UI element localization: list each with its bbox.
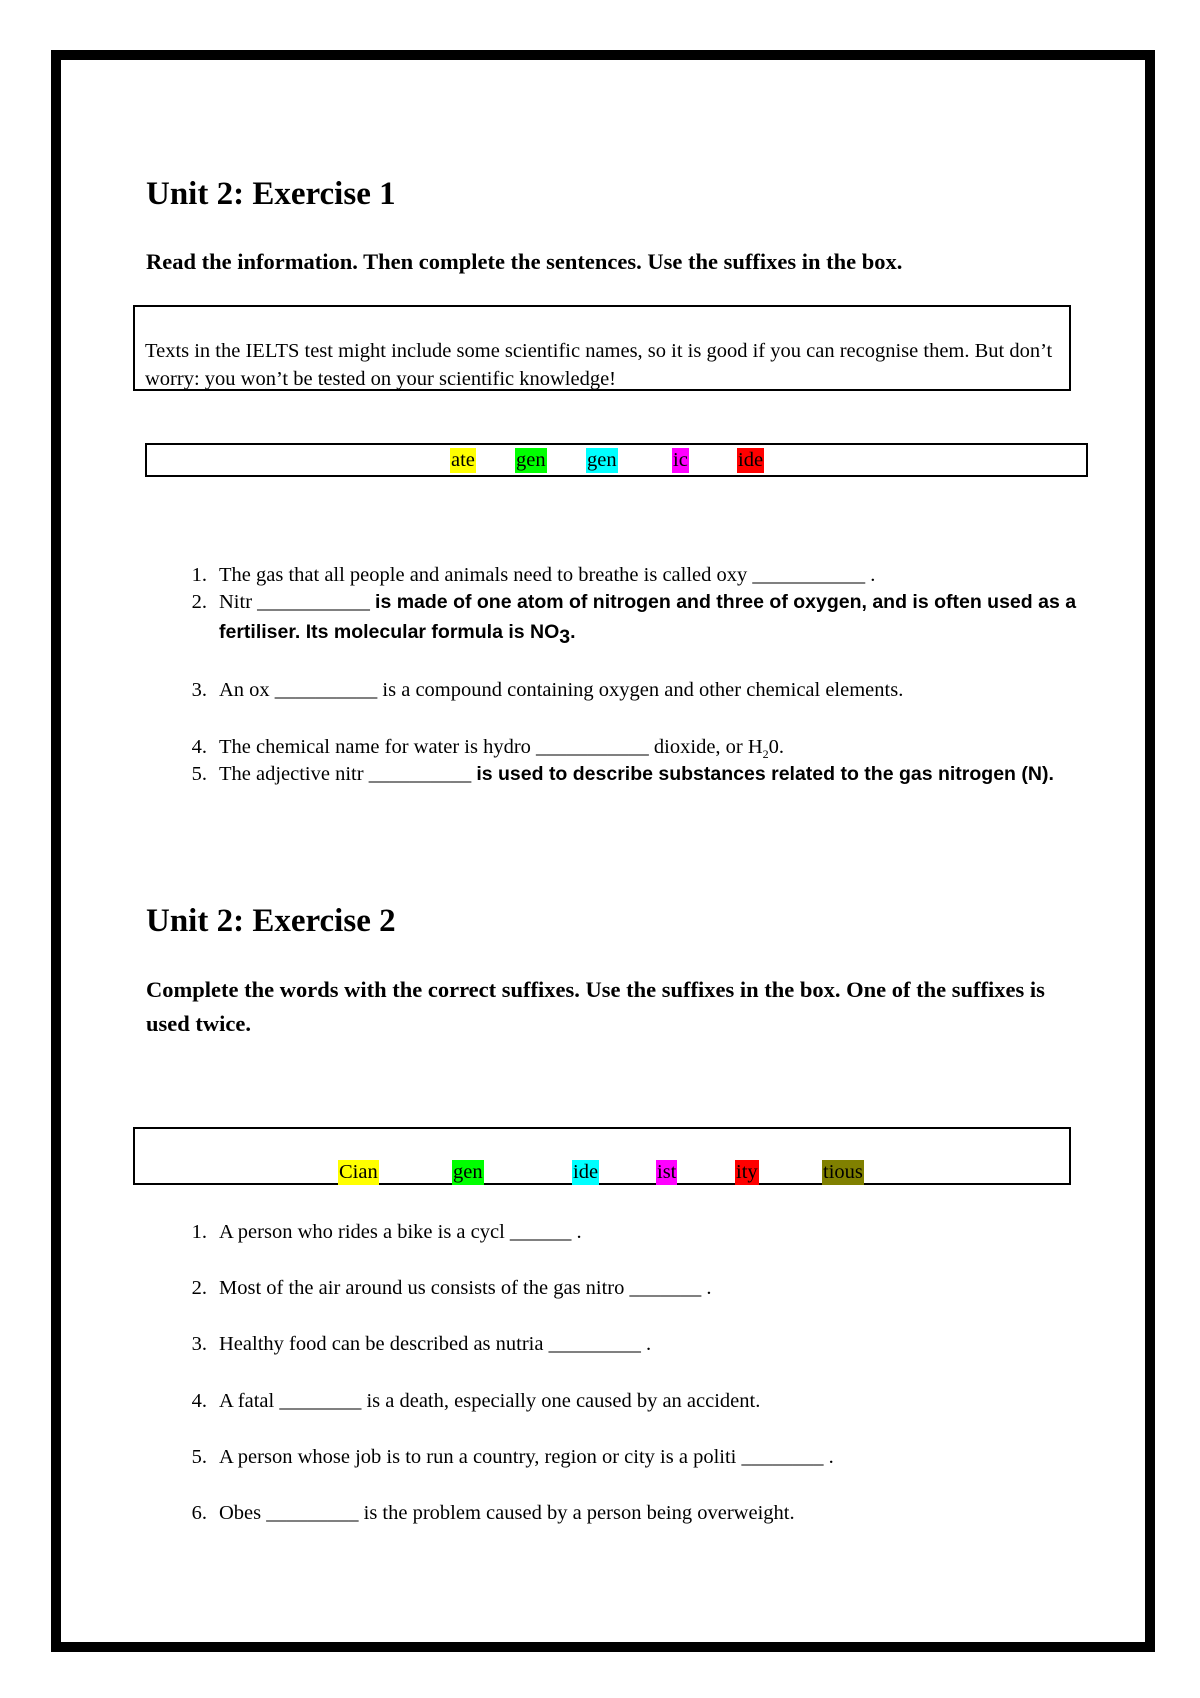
suffix-chip: tious xyxy=(823,1161,863,1183)
exercise-2-instruction: Complete the words with the correct suffixes. Use the suffixes in the box. One of the suffixes is used twice. xyxy=(146,977,1045,1036)
exercise-2-item: 5. A person whose job is to run a country, region or city is a politi ________ . xyxy=(191,1446,834,1468)
exercise-1-item: 4. The chemical name for water is hydro ___________ dioxide, or $H_20$. xyxy=(191,736,785,762)
suffix-chip: ist xyxy=(657,1161,677,1183)
suffix-chip: ity xyxy=(736,1161,758,1183)
exercise-2-item: 3. Healthy food can be described as nutria _________ . xyxy=(191,1333,652,1355)
exercise-1-item: 1. The gas that all people and animals need to breathe is called oxy ___________ . xyxy=(191,564,876,586)
exercise-2-item: 1. A person who rides a bike is a cycl ______ . xyxy=(191,1221,582,1243)
exercise-1-instruction: Read the information. Then complete the sentences. Use the suffixes in the box. xyxy=(146,249,903,274)
info-text: Texts in the IELTS test might include some scientific names, so it is good if you can recognise them. But don’t worry: you won’t be tested on your scientific knowledge! xyxy=(145,340,1053,390)
suffix-chip: ic xyxy=(673,449,688,471)
suffix-chip: ate xyxy=(451,449,475,471)
exercise-2-item: 2. Most of the air around us consists of the gas nitro _______ . xyxy=(191,1277,712,1299)
suffix-chip: ide xyxy=(738,449,764,471)
suffix-chip: gen xyxy=(587,449,617,471)
suffix-chip: gen xyxy=(516,449,546,471)
info-box xyxy=(133,305,1071,391)
exercise-2-title: Unit 2: Exercise 2 xyxy=(146,903,396,939)
exercise-1-title: Unit 2: Exercise 1 xyxy=(146,176,396,212)
exercise-2-item: 6. Obes _________ is the problem caused by a person being overweight. xyxy=(191,1502,795,1524)
suffix-chip: gen xyxy=(453,1161,483,1183)
exercise-2-item: 4. A fatal ________ is a death, especially one caused by an accident. xyxy=(191,1390,761,1412)
suffix-chip: ide xyxy=(573,1161,599,1183)
exercise-1-item: 5. The adjective nitr __________ is used to describe substances related to the gas nitrogen (N). xyxy=(191,763,1054,785)
exercise-1-item: 2. Nitr ___________ is made of one atom of nitrogen and three of oxygen, and is often used as a fertiliser. Its molecular formula is $NO_3$. xyxy=(191,591,1077,649)
exercise-1-item: 3. An ox __________ is a compound containing oxygen and other chemical elements. xyxy=(191,679,904,701)
suffix-chip: Cian xyxy=(339,1161,378,1183)
suffix-box-2 xyxy=(133,1127,1071,1185)
